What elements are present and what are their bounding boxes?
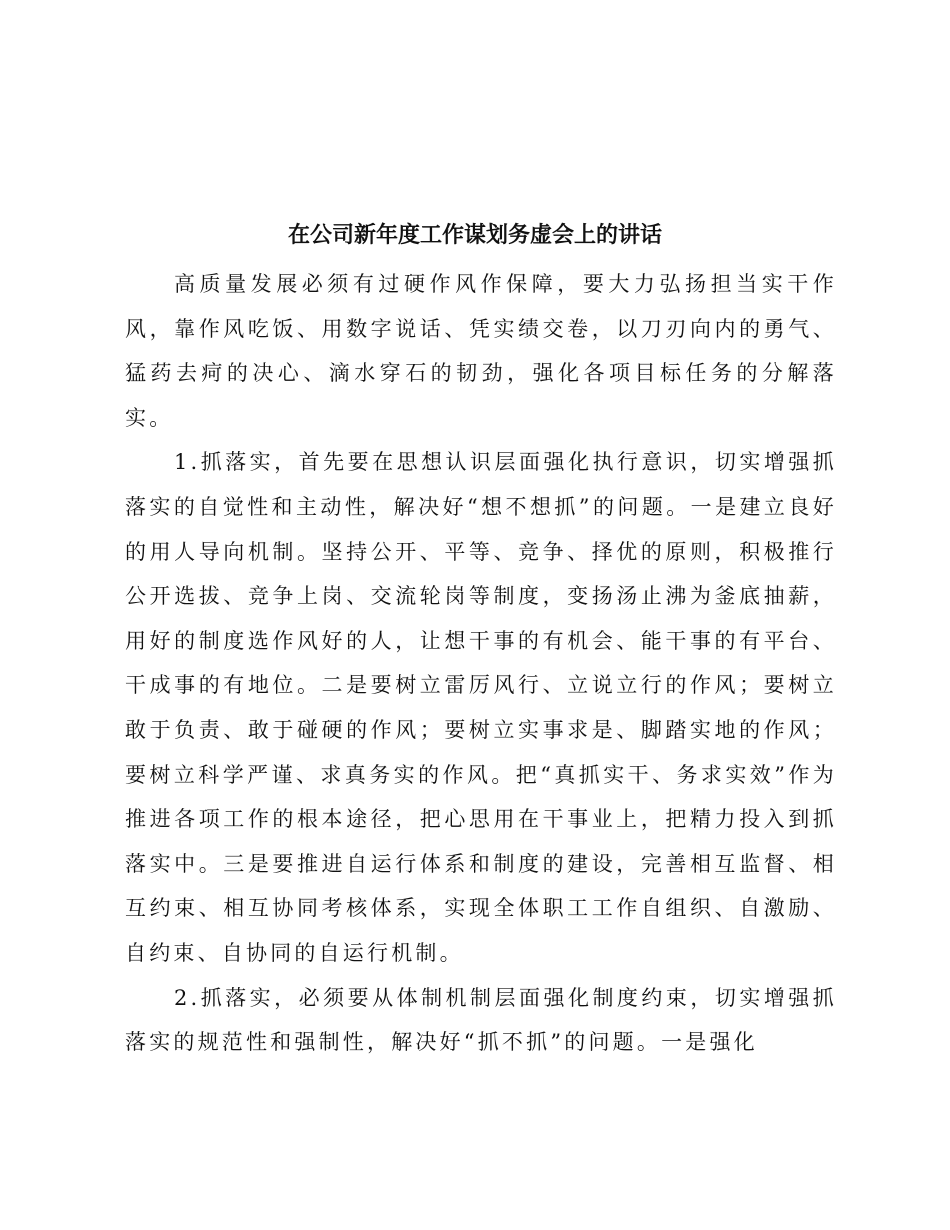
- paragraph-point-2: 2.抓落实，必须要从体制机制层面强化制度约束，切实增强抓落实的规范性和强制性，解决好“抓不抓”的问题。一是强化: [125, 985, 837, 1055]
- document-body: [125, 262, 837, 1065]
- paragraph-intro: 高质量发展必须有过硬作风作保障，要大力弘扬担当实干作风，靠作风吃饭、用数字说话、凭实绩交卷，以刀刃向内的勇气、猛药去疴的决心、滴水穿石的韧劲，强化各项目标任务的分解落实。: [125, 272, 837, 430]
- document-title: 在公司新年度工作谋划务虚会上的讲话: [287, 222, 662, 248]
- paragraph-point-1: 1.抓落实，首先要在思想认识层面强化执行意识，切实增强抓落实的自觉性和主动性，解决好“想不想抓”的问题。一是建立良好的用人导向机制。坚持公开、平等、竞争、择优的原则，积极推行公开选拔、竞争上岗、交流轮岗等制度，变扬汤止沸为釜底抽薪，用好的制度选作风好的人，让想干事的有机会、能干事的有平台、干成事的有地位。二是要树立雷厉风行、立说立行的作风；要树立敢于负责、敢于碰硬的作风；要树立实事求是、脚踏实地的作风；要树立科学严谨、求真务实的作风。把“真抓实干、务求实效”作为推进各项工作的根本途径，把心思用在干事业上，把精力投入到抓落实中。三是要推进自运行体系和制度的建设，完善相互监督、相互约束、相互协同考核体系，实现全体职工工作自组织、自激励、自约束、自协同的自运行机制。: [125, 450, 837, 965]
